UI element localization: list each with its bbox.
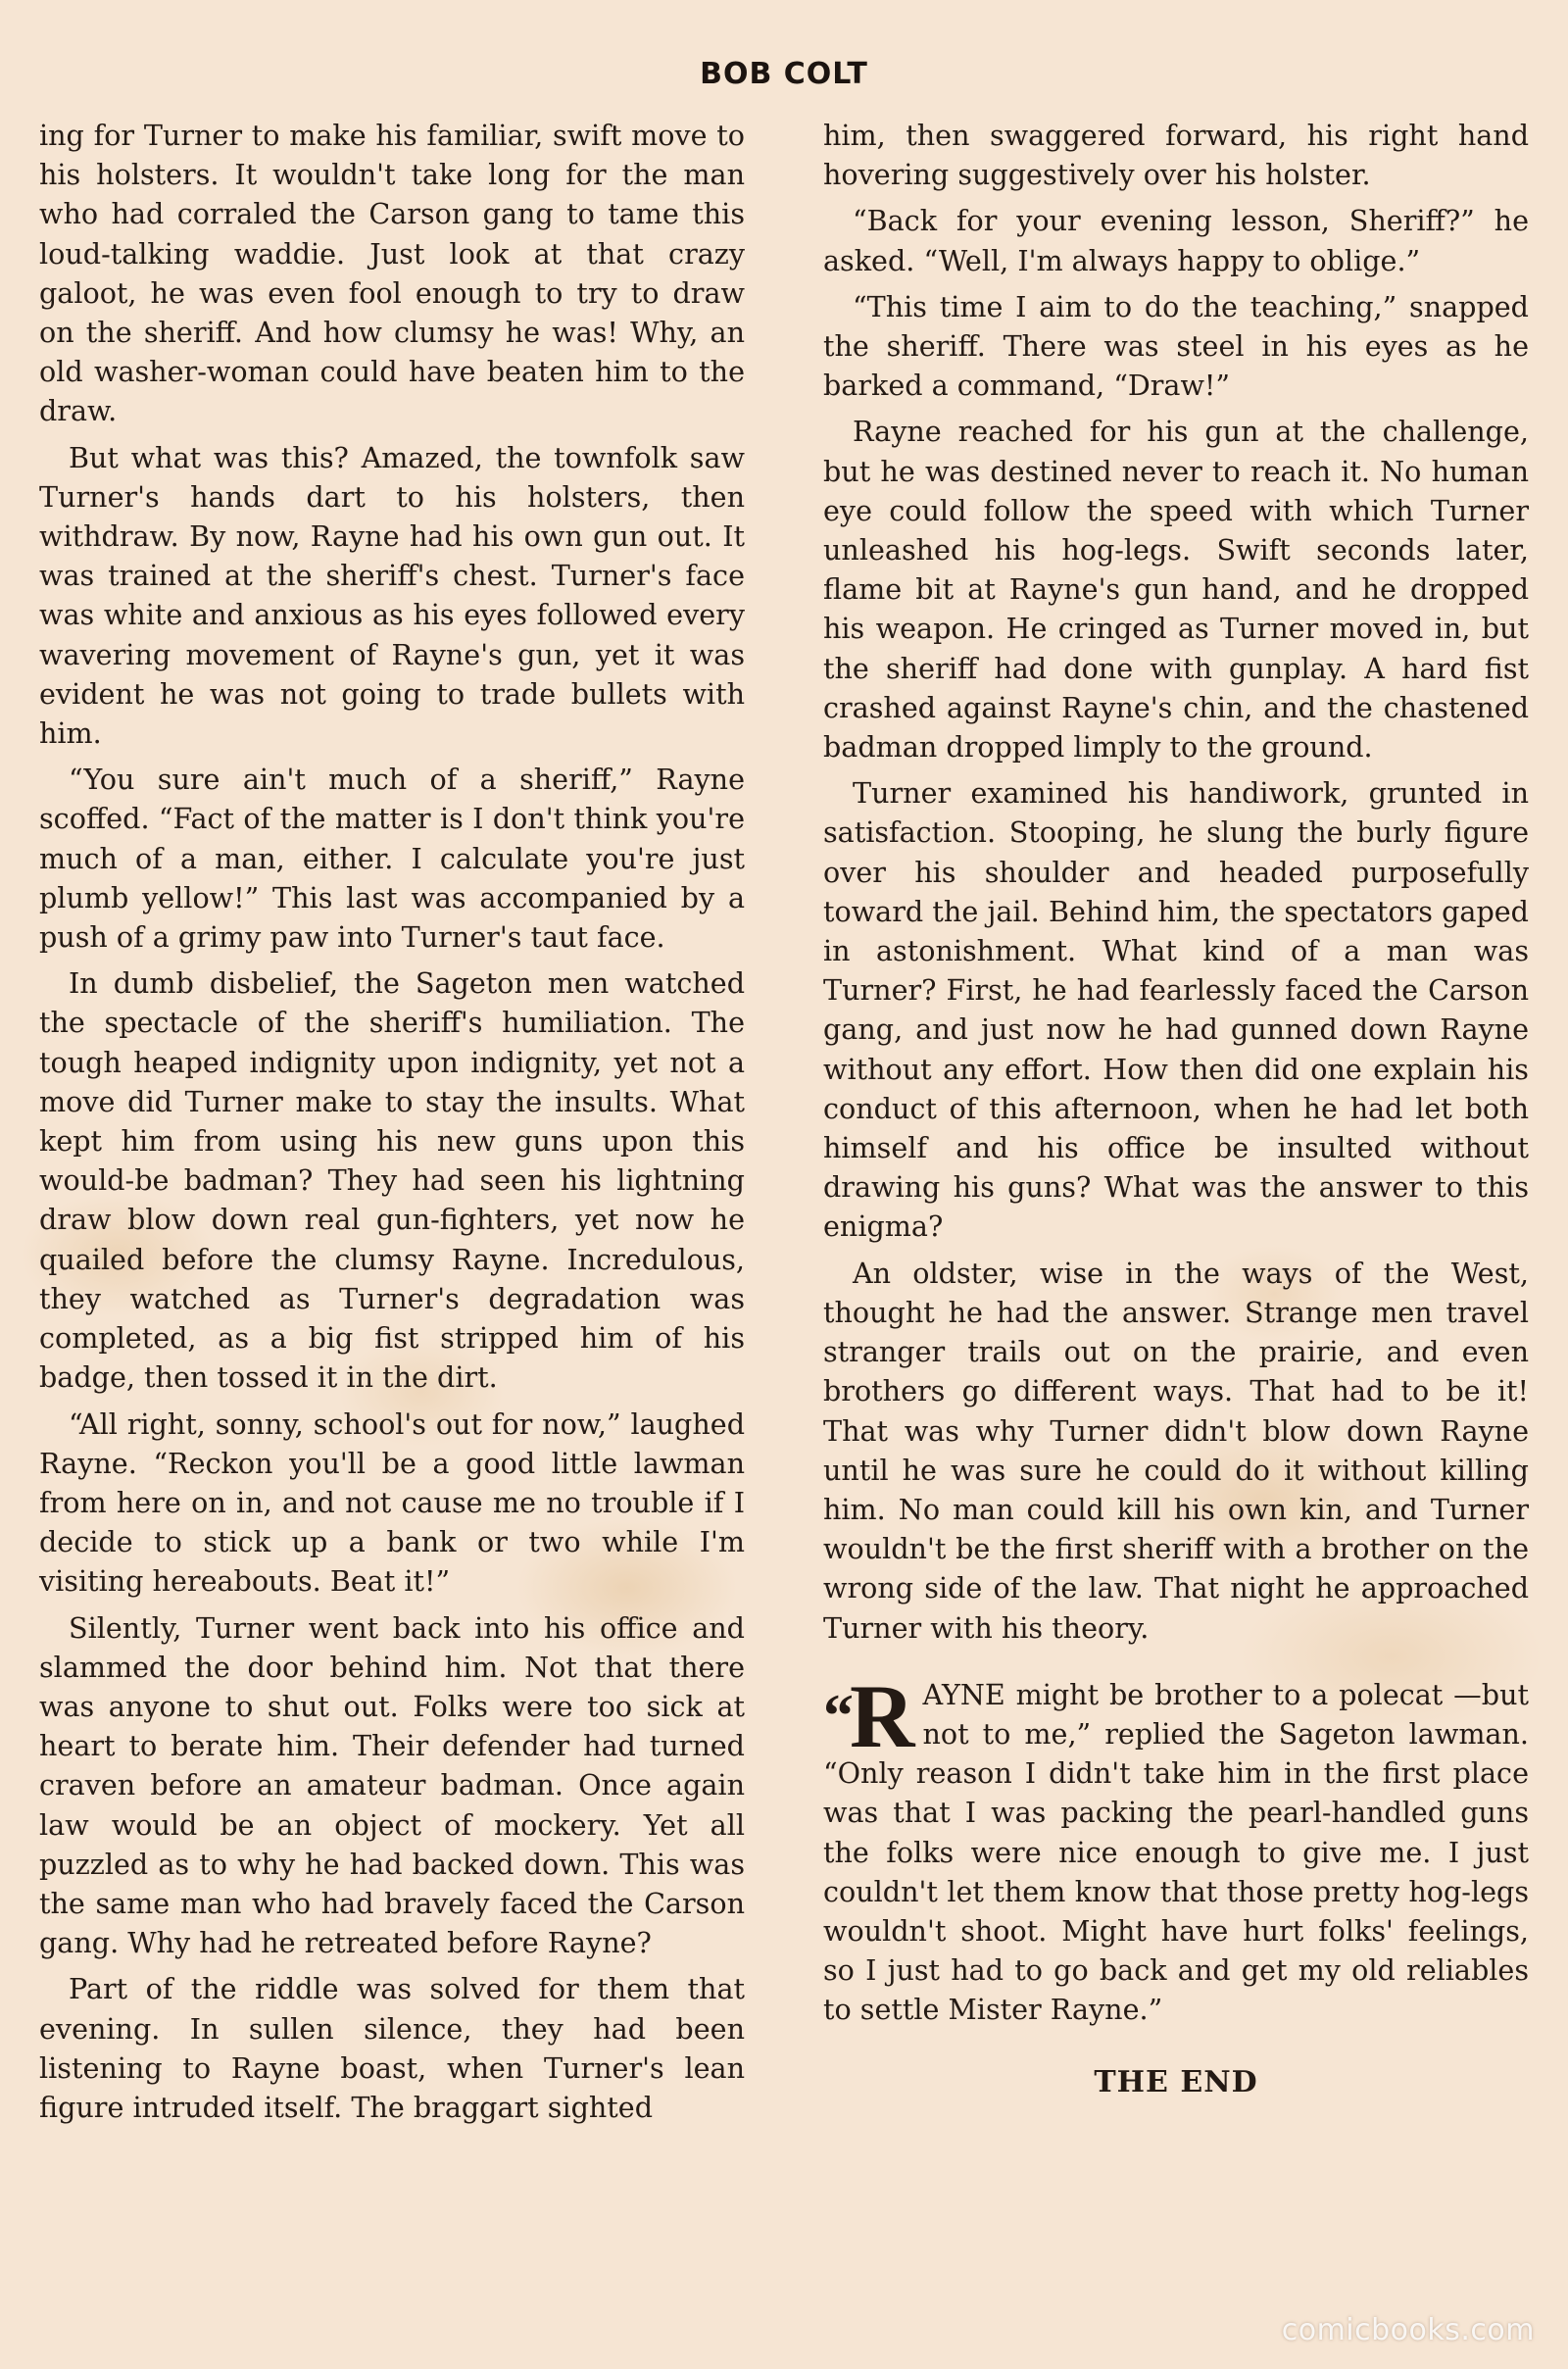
paragraph: “All right, sonny, school's out for now,” laughed Rayne. “Reckon you'll be a good little lawman from here on in, and not cause me no trouble if I decide to stick up a bank or two while I'm visiting hereabouts. Beat it!” [39, 1407, 745, 1599]
final-paragraph [823, 1665, 1529, 2030]
final-paragraph-text: AYNE might be brother to a polecat —but not to me,” replied the Sageton lawman. “Only reason I didn't take him in the first place was that I was packing the pearl-handled guns the folks were nice enough to give me. I just couldn't let them know that those pretty hog-legs wouldn't shoot. Might have hurt folks' feelings, so I just had to go back and get my old reliables to settle Mister Rayne.” [823, 1677, 1529, 2027]
paragraph: “This time I aim to do the teaching,” snapped the sheriff. There was steel in his eyes as he barked a command, “Draw!” [823, 289, 1529, 403]
paragraph: him, then swaggered forward, his right hand hovering suggestively over his holster. [823, 119, 1529, 192]
paragraph: Turner examined his handiwork, grunted in satisfaction. Stooping, he slung the burly figure over his shoulder and headed purposefully toward the jail. Behind him, the spectators gaped in astonishment. What kind of a man was Turner? First, he had fearlessly faced the Carson gang, and just now he had gunned down Rayne without any effort. How then did one explain his conduct of this afternoon, when he had let both himself and his office be insulted without drawing his guns? What was the answer to this enigma? [823, 776, 1529, 1244]
right-column [823, 116, 1529, 2102]
paragraph: Part of the riddle was solved for them that evening. In sullen silence, they had been listening to Rayne boast, when Turner's lean figure intruded itself. The braggart sighted [39, 1972, 745, 2124]
paragraph: Silently, Turner went back into his office and slammed the door behind him. Not that there was anyone to shut out. Folks were too sick at heart to berate him. Their defender had turned craven before an amateur badman. Once again law would be an object of mockery. Yet all puzzled as to why he had backed down. This was the same man who had bravely faced the Carson gang. Why had he retreated before Rayne? [39, 1610, 745, 1960]
drop-cap [823, 1665, 915, 1766]
paragraph: “You sure ain't much of a sheriff,” Rayne scoffed. “Fact of the matter is I don't think you're much of a man, either. I calculate you're just plumb yellow!” This last was accompanied by a push of a grimy paw into Turner's taut face. [39, 763, 745, 955]
page-header: BOB COLT [700, 57, 868, 91]
drop-cap-letter: R [850, 1665, 915, 1766]
drop-cap-quote: “ [823, 1682, 850, 1750]
watermark: comicbooks.com [1281, 2313, 1535, 2347]
paragraph: Rayne reached for his gun at the challenge, but he was destined never to reach it. No human eye could follow the speed with which Turner unleashed his hog-legs. Swift seconds later, flame bit at Rayne's gun hand, and he dropped his weapon. He cringed as Turner moved in, but the sheriff had done with gunplay. A hard fist crashed against Rayne's chin, and the chastened badman dropped limply to the ground. [823, 415, 1529, 765]
the-end: THE END [1094, 2064, 1258, 2099]
paragraph: In dumb disbelief, the Sageton men watched the spectacle of the sheriff's humiliation. The tough heaped indignity upon indignity, yet not a move did Turner make to stay the insults. What kept him from using his new guns upon this would-be badman? They had seen his lightning draw blow down real gun-fighters, yet now he quailed before the clumsy Rayne. Incredulous, they watched as Turner's degradation was completed, as a big fist stripped him of his badge, then tossed it in the dirt. [39, 966, 745, 1395]
left-column [39, 116, 745, 2134]
paragraph: “Back for your evening lesson, Sheriff?” he asked. “Well, I'm always happy to oblige.” [823, 204, 1529, 277]
paragraph: An oldster, wise in the ways of the West, thought he had the answer. Strange men travel stranger trails out on the prairie, and even brothers go different ways. That had to be it! That was why Turner didn't blow down Rayne until he was sure he could do it without killing him. No man could kill his own kin, and Turner wouldn't be the first sheriff with a brother on the wrong side of the law. That night he approached Turner with his theory. [823, 1256, 1529, 1645]
paragraph: ing for Turner to make his familiar, swift move to his holsters. It wouldn't take long for the man who had corraled the Carson gang to tame this loud-talking waddie. Just look at that crazy galoot, he was even fool enough to try to draw on the sheriff. And how clumsy he was! Why, an old washer-woman could have beaten him to the draw. [39, 119, 745, 428]
paragraph: But what was this? Amazed, the townfolk saw Turner's hands dart to his holsters, then withdraw. By now, Rayne had his own gun out. It was trained at the sheriff's chest. Turner's face was white and anxious as his eyes followed every wavering movement of Rayne's gun, yet it was evident he was not going to trade bullets with him. [39, 440, 745, 751]
